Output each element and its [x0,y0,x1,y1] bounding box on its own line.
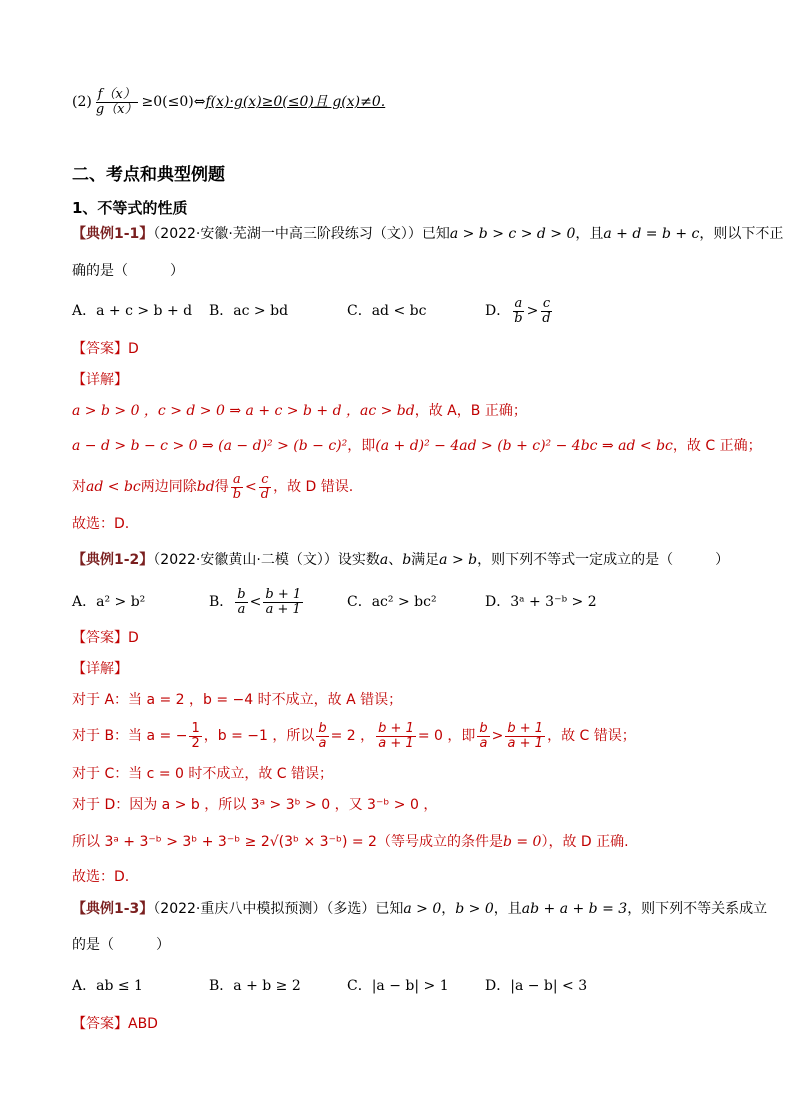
frac-den: 2 [191,735,200,751]
frac-den: a [318,735,327,751]
ex1-option-d-frac1 [512,297,524,326]
ex2-var-a: a [379,552,389,568]
ex3-option-a: A．ab ≤ 1 [72,978,143,994]
ex2-text2: 满足 [411,552,440,568]
ex2-option-b-label: B． [209,594,234,610]
subsection-title: 1、不等式的性质 [72,199,188,217]
ex2-l2-mid3: = 0 ，即 [417,728,476,744]
frac-num: b + 1 [507,720,544,736]
ex1-d3-get: 得 [214,479,229,495]
ex1-option-c: C．ad < bc [347,303,427,319]
ex2-option-b-rel: < [249,594,262,610]
frac-num: b [237,586,246,602]
frac-den: a + 1 [378,735,414,751]
frac-den: a [237,601,246,617]
ex1-option-d-frac2 [540,297,552,326]
ex2-cond: a > b [439,552,478,568]
ex3-cond2: b > 0 [455,901,494,917]
ex1-d3-end: ，故 D 错误. [273,479,354,495]
ex2-detail-line5 [72,833,629,851]
ex1-choose: 故选：D. [72,516,130,532]
ex1-detail-line1 [72,402,527,420]
ex3-cond3: ab + a + b = 3 [521,901,628,917]
ex1-d2-text: ，故 C 正确； [672,438,762,454]
ex3-option-c: C．|a − b| > 1 [347,978,449,994]
ex1-d3-mid: 两边同除 [140,479,197,495]
ex1-d1-text: ，故 A，B 正确； [414,403,527,419]
frac-den: a + 1 [265,601,301,617]
ex1-detail-line2 [72,437,762,455]
frac-den: a [479,735,488,751]
ex2-l2-frac4 [477,722,489,751]
frac-num: a [232,471,241,487]
ex1-d3-math2: bd [196,479,215,495]
ex2-l5-cond: b = 0 [502,834,542,850]
ex1-d3-rel: < [245,479,257,495]
frac-num: 1 [191,720,200,736]
ex2-l2-frac5 [505,722,545,751]
ex1-cond2: a + d = b + c [603,226,700,242]
ex2-option-b-frac2 [263,588,303,617]
ex1-d3-frac2 [259,473,271,502]
formula-fraction-den: g（x） [95,101,138,117]
ex3-sep: ， [441,901,456,917]
formula-underlined: f(x)·g(x)≥0(≤0)且 g(x)≠0. [205,94,386,110]
ex2-l2-rel: > [491,728,504,744]
ex1-tag: 【典例1-1】 [72,226,154,242]
ex1-cond1: a > b > c > d > 0 [449,226,576,242]
ex2-detail-heading: 【详解】 [72,661,128,677]
ex1-d3-pre: 对 [72,479,86,495]
ex1-option-a: A．a + c > b + d [72,303,193,319]
ex3-text3: ，则下列不等关系成立 [627,901,768,917]
ex2-l2-end: ，故 C 错误； [547,728,636,744]
ex2-tag: 【典例1-2】 [72,552,154,568]
ex1-d2-math: a − d > b − c > 0 ⇒ (a − d)² > (b − c)² [72,438,348,454]
formula-rest: ≥0(≤0)⇔ [141,94,206,110]
ex2-answer: 【答案】D [72,630,139,646]
frac-num: b [479,720,488,736]
ex1-option-b: B．ac > bd [209,303,289,319]
ex2-l2-frac1 [189,722,201,751]
ex1-option-d [485,293,555,329]
frac-num: b [318,720,327,736]
ex2-text1: （2022·安徽黄山·二模（文））设实数 [153,552,380,568]
ex2-var-b: b [402,552,412,568]
ex3-question-line1 [72,900,767,918]
ex3-text1: （2022·重庆八中模拟预测）（多选）已知 [153,901,404,917]
frac-num: c [542,295,551,311]
ex1-detail-heading: 【详解】 [72,372,128,388]
frac-num: b + 1 [378,720,414,736]
ex3-cond1: a > 0 [403,901,442,917]
frac-den: a + 1 [507,735,543,751]
frac-den: d [260,486,270,502]
ex2-option-b-frac1 [235,588,247,617]
frac-num: b + 1 [265,586,302,602]
frac-den: b [232,486,242,502]
ex1-d3-math: ad < bc [86,479,141,495]
ex1-option-d-label: D． [485,303,511,319]
ex2-sep: 、 [388,552,403,568]
ex1-d2-math2: (a + d)² − 4ad > (b + c)² − 4bc ⇒ ad < bc [375,438,673,454]
ex2-l2-frac2 [316,722,328,751]
ex1-option-d-rel: > [526,303,539,319]
frac-den: d [542,310,551,326]
section-title: 二、考点和典型例题 [72,165,225,185]
ex2-l2-pre: 对于 B：当 a = − [72,728,188,744]
ex1-text2: ，且 [575,226,604,242]
ex2-l2-mid1: ，b = −1 ，所以 [203,728,315,744]
ex1-answer: 【答案】D [72,341,139,357]
ex2-option-a: A．a² > b² [72,594,146,610]
frac-num: a [514,295,523,311]
formula-prefix: (2) [72,94,92,110]
ex1-text3: ，则以下不正 [699,226,784,242]
ex1-d3-frac1 [231,473,243,502]
ex2-option-b [209,584,305,620]
ex3-text2: ，且 [493,901,522,917]
ex2-l5-mid: （等号成立的条件是 [376,834,503,850]
frac-den: b [514,310,523,326]
ex2-l2-mid2: = 2 ， [330,728,375,744]
ex3-tag: 【典例1-3】 [72,901,154,917]
ex2-detail-line2 [72,718,636,754]
frac-num: c [261,471,269,487]
ex2-text3: ，则下列不等式一定成立的是（ ） [477,552,730,568]
ex3-option-b: B．a + b ≥ 2 [209,978,301,994]
ex2-detail-line1: 对于 A：当 a = 2 ，b = −4 时不成立，故 A 错误； [72,692,403,708]
ex2-choose: 故选：D. [72,869,130,885]
ex1-question-line1 [72,225,783,243]
ex1-text1: （2022·安徽·芜湖一中高三阶段练习（文））已知 [153,226,450,242]
ex1-d1-math: a > b > 0 ，c > d > 0 ⇒ a + c > b + d ，ac > bd [72,403,415,419]
formula-fraction [94,88,140,117]
ex1-d2-mid: ，即 [347,438,376,454]
ex2-detail-line3: 对于 C：当 c = 0 时不成立，故 C 错误； [72,766,334,782]
ex3-question-line2: 的是（ ） [72,937,170,953]
ex2-detail-line4: 对于 D：因为 a > b ，所以 3ᵃ > 3ᵇ > 0 ，又 3⁻ᵇ > 0 ， [72,797,438,813]
top-formula [72,84,385,120]
ex2-question-line1 [72,551,729,569]
formula-fraction-num: f（x） [97,86,136,102]
ex2-l5-end: ），故 D 正确. [541,834,629,850]
ex1-question-line2: 确的是（ ） [72,263,184,279]
ex1-detail-line3 [72,469,353,505]
ex2-option-d: D．3ᵃ + 3⁻ᵇ > 2 [485,594,597,610]
ex3-option-d: D．|a − b| < 3 [485,978,588,994]
ex2-l2-frac3 [376,722,416,751]
ex3-answer: 【答案】ABD [72,1016,158,1032]
ex2-option-c: C．ac² > bc² [347,594,437,610]
ex2-l5-pre: 所以 3ᵃ + 3⁻ᵇ > 3ᵇ + 3⁻ᵇ ≥ 2√(3ᵇ × 3⁻ᵇ) = 2 [72,834,377,850]
